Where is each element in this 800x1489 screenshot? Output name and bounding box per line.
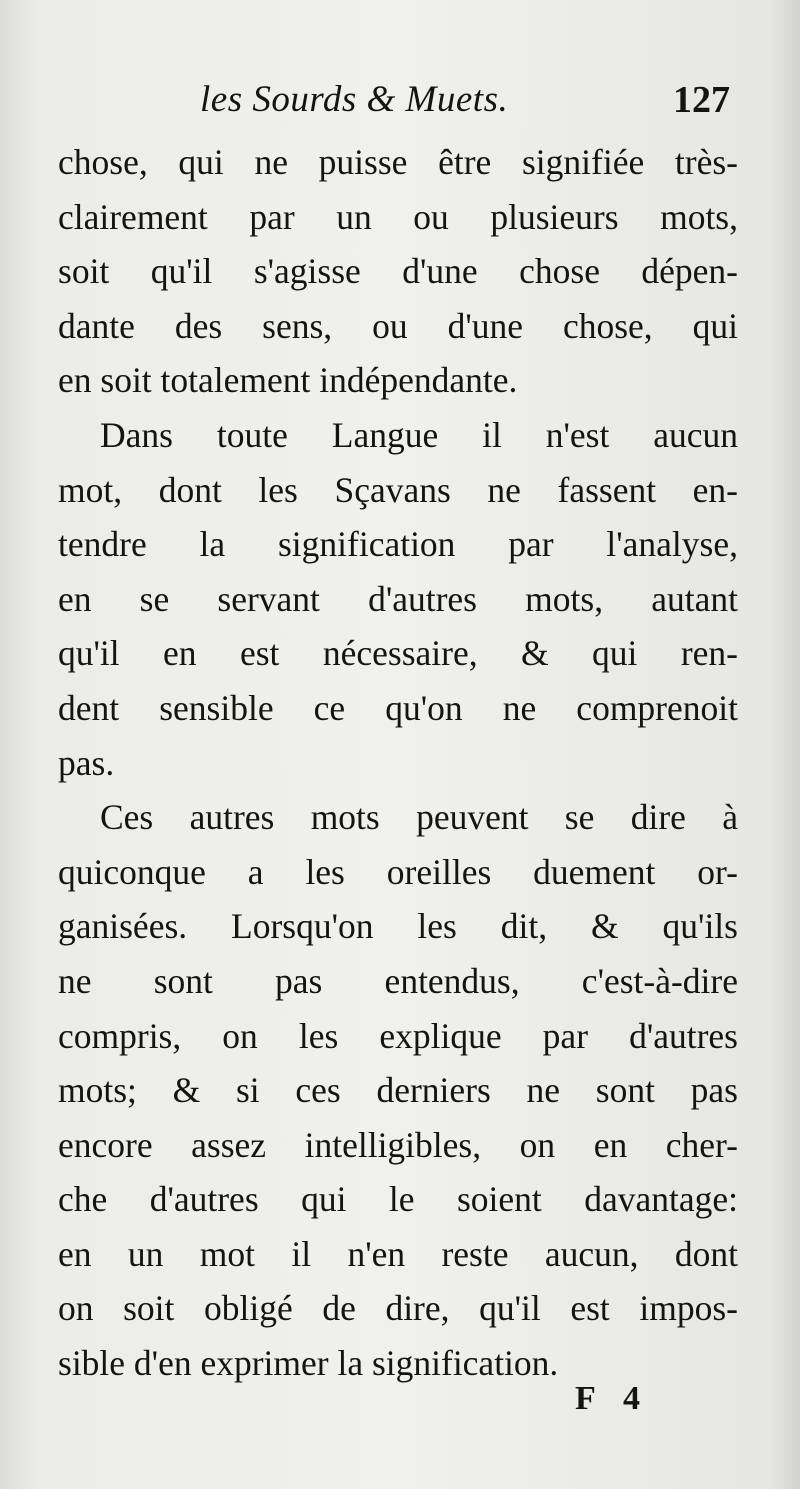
- text-line: compris, on les explique par d'autres: [58, 1015, 738, 1056]
- body-text: [58, 135, 738, 1391]
- text-line: pas.: [58, 742, 115, 783]
- text-line: en un mot il n'en reste aucun, dont: [58, 1233, 738, 1274]
- text-line: Ces autres mots peuvent se dire à: [100, 797, 738, 838]
- text-line: sible d'en exprimer la signification.: [58, 1343, 559, 1384]
- page-number: 127: [673, 79, 730, 121]
- text-line: tendre la signification par l'analyse,: [58, 524, 738, 565]
- text-line: quiconque a les oreilles duement or-: [58, 851, 738, 892]
- running-title: les Sourds & Muets.: [200, 79, 509, 120]
- text-line: ganisées. Lorsqu'on les dit, & qu'ils: [58, 906, 738, 947]
- text-line: encore assez intelligibles, on en cher-: [58, 1124, 738, 1165]
- text-line: mot, dont les Sçavans ne fassent en-: [58, 469, 738, 510]
- text-line: en se servant d'autres mots, autant: [58, 578, 738, 619]
- text-line: qu'il en est nécessaire, & qui ren-: [58, 633, 738, 674]
- text-line: mots; & si ces derniers ne sont pas: [58, 1070, 738, 1111]
- text-line: en soit totalement indépendante.: [58, 360, 518, 401]
- text-line: dante des sens, ou d'une chose, qui: [58, 305, 738, 346]
- signature-mark: F 4: [575, 1380, 651, 1417]
- running-head: [200, 78, 730, 128]
- text-line: dent sensible ce qu'on ne comprenoit: [58, 687, 738, 728]
- text-line: Dans toute Langue il n'est aucun: [100, 414, 738, 455]
- text-line: clairement par un ou plusieurs mots,: [58, 196, 738, 237]
- text-line: on soit obligé de dire, qu'il est impos-: [58, 1288, 738, 1329]
- text-line: chose, qui ne puisse être signifiée très-: [58, 142, 738, 182]
- text-line: che d'autres qui le soient davantage:: [58, 1179, 738, 1220]
- text-line: ne sont pas entendus, c'est-à-dire: [58, 960, 738, 1001]
- text-line: soit qu'il s'agisse d'une chose dépen-: [58, 251, 738, 292]
